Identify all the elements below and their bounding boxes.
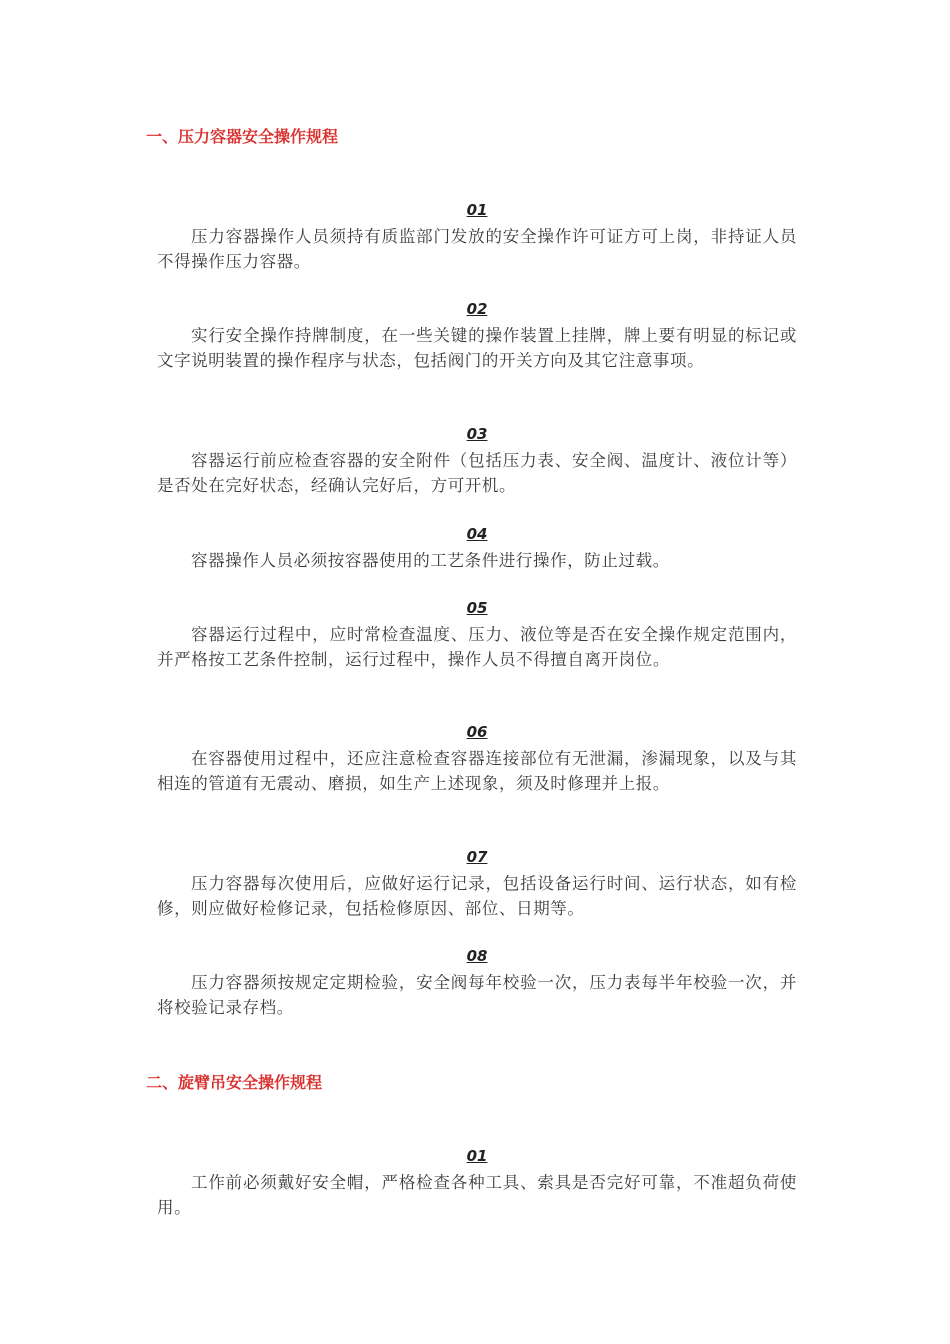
item-text: 容器操作人员必须按容器使用的工艺条件进行操作，防止过载。	[191, 551, 670, 570]
list-item	[157, 425, 797, 498]
item-text: 工作前必须戴好安全帽，严格检查各种工具、索具是否完好可靠，不准超负荷使用。	[157, 1173, 797, 1217]
item-number: 05	[466, 599, 488, 617]
section-title-jib-crane: 二、旋臂吊安全操作规程	[146, 1073, 323, 1092]
item-number: 02	[466, 300, 488, 318]
item-text: 压力容器须按规定定期检验，安全阀每年校验一次，压力表每半年校验一次，并将校验记录存档。	[157, 973, 797, 1017]
item-text: 容器运行过程中，应时常检查温度、压力、液位等是否在安全操作规定范围内，并严格按工艺条件控制，运行过程中，操作人员不得擅自离开岗位。	[157, 625, 797, 669]
list-item	[157, 1147, 797, 1220]
item-number: 01	[466, 201, 488, 219]
item-number: 01	[466, 1147, 488, 1165]
item-number: 03	[466, 425, 488, 443]
list-item	[157, 300, 797, 373]
section-title-pressure-vessel: 一、压力容器安全操作规程	[146, 127, 339, 146]
item-text: 在容器使用过程中，还应注意检查容器连接部位有无泄漏，渗漏现象，以及与其相连的管道有无震动、磨损，如生产上述现象，须及时修理并上报。	[157, 749, 797, 793]
item-number: 06	[466, 723, 488, 741]
item-number: 04	[466, 525, 488, 543]
list-item	[157, 947, 797, 1020]
item-text: 实行安全操作持牌制度，在一些关键的操作装置上挂牌，牌上要有明显的标记或文字说明装置的操作程序与状态，包括阀门的开关方向及其它注意事项。	[157, 326, 797, 370]
list-item	[157, 723, 797, 796]
item-number: 07	[466, 848, 488, 866]
list-item	[157, 525, 797, 573]
item-number: 08	[466, 947, 488, 965]
list-item	[157, 848, 797, 921]
list-item	[157, 599, 797, 672]
item-text: 容器运行前应检查容器的安全附件（包括压力表、安全阀、温度计、液位计等）是否处在完好状态，经确认完好后，方可开机。	[157, 451, 797, 495]
item-text: 压力容器每次使用后，应做好运行记录，包括设备运行时间、运行状态，如有检修，则应做好检修记录，包括检修原因、部位、日期等。	[157, 874, 797, 918]
list-item	[157, 201, 797, 274]
item-text: 压力容器操作人员须持有质监部门发放的安全操作许可证方可上岗，非持证人员不得操作压力容器。	[157, 227, 797, 271]
